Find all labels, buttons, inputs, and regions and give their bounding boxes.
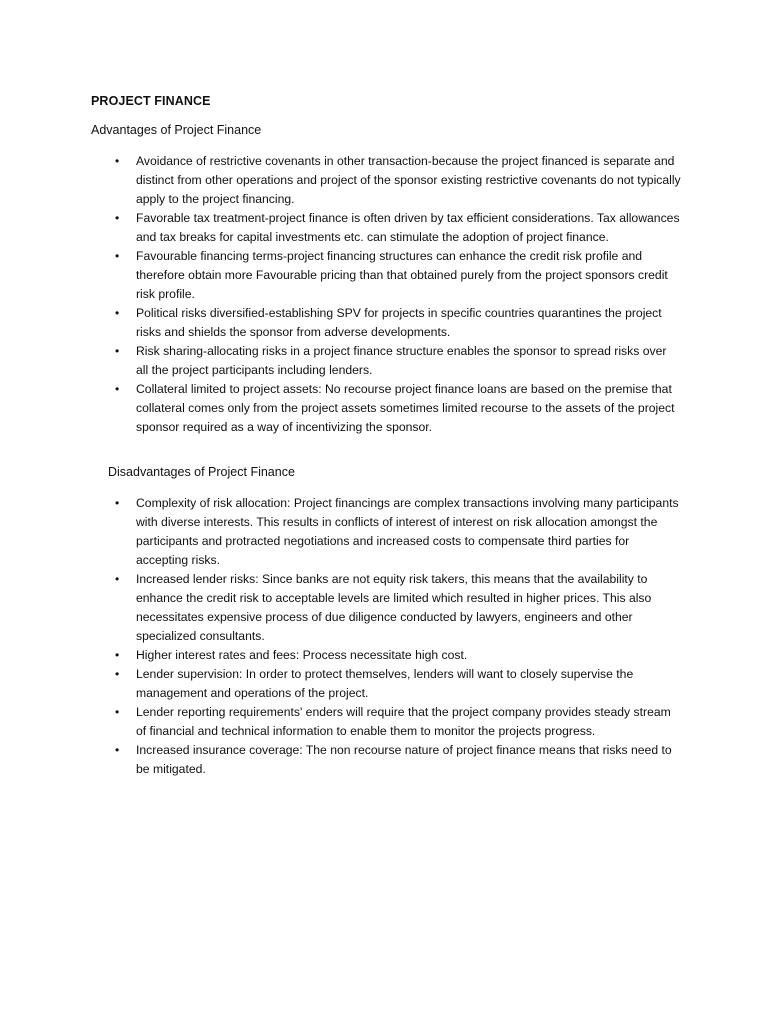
disadvantage-item xyxy=(0,665,681,703)
bullet-icon: • xyxy=(115,306,120,320)
disadvantage-text: Lender reporting requirements' enders will require that the project company provides steady stream of financial and technical information to enable them to monitor the projects progress. xyxy=(136,705,671,738)
disadvantage-text: Increased lender risks: Since banks are not equity risk takers, this means that the availability to enhance the credit risk to acceptable levels are limited which resulted in higher prices. This also necessitates expensive process of due diligence conducted by lawyers, engineers and other specialized consultants. xyxy=(136,572,652,643)
advantage-item xyxy=(0,380,681,437)
advantage-text: Favorable tax treatment-project finance is often driven by tax efficient considerations. Tax allowances and tax breaks for capital investments etc. can stimulate the adoption of project finance. xyxy=(136,211,680,244)
advantage-item xyxy=(0,304,681,342)
disadvantage-text: Higher interest rates and fees: Process necessitate high cost. xyxy=(136,648,468,662)
bullet-icon: • xyxy=(115,154,120,168)
advantage-text: Risk sharing-allocating risks in a project finance structure enables the sponsor to spread risks over all the project participants including lenders. xyxy=(136,344,667,377)
disadvantage-text: Lender supervision: In order to protect themselves, lenders will want to closely supervise the management and operations of the project. xyxy=(136,667,634,700)
bullet-icon: • xyxy=(115,667,120,681)
document-title: PROJECT FINANCE xyxy=(91,94,211,108)
disadvantage-item xyxy=(0,741,681,779)
disadvantage-text: Increased insurance coverage: The non recourse nature of project finance means that risks need to be mitigated. xyxy=(136,743,672,776)
advantages-heading: Advantages of Project Finance xyxy=(91,123,262,137)
disadvantages-list xyxy=(0,494,768,779)
bullet-icon: • xyxy=(115,211,120,225)
disadvantage-item xyxy=(0,646,681,665)
disadvantage-item xyxy=(0,703,681,741)
disadvantage-item xyxy=(0,494,681,570)
bullet-icon: • xyxy=(115,249,120,263)
advantages-list xyxy=(0,152,768,437)
advantage-text: Avoidance of restrictive covenants in other transaction-because the project financed is separate and distinct from other operations and project of the sponsor existing restrictive covenants do not typically apply to the project financing. xyxy=(136,154,681,206)
advantage-item xyxy=(0,247,681,304)
disadvantage-item xyxy=(0,570,681,646)
advantage-text: Political risks diversified-establishing SPV for projects in specific countries quarantines the project risks and shields the sponsor from adverse developments. xyxy=(136,306,662,339)
bullet-icon: • xyxy=(115,572,120,586)
advantage-text: Favourable financing terms-project financing structures can enhance the credit risk profile and therefore obtain more Favourable pricing than that obtained purely from the project sponsors credit risk profile. xyxy=(136,249,668,301)
advantage-text: Collateral limited to project assets: No recourse project finance loans are based on the premise that collateral comes only from the project assets sometimes limited recourse to the assets of the project sponsor required as a way of incentivizing the sponsor. xyxy=(136,382,675,434)
bullet-icon: • xyxy=(115,743,120,757)
bullet-icon: • xyxy=(115,344,120,358)
advantage-item xyxy=(0,152,681,209)
bullet-icon: • xyxy=(115,496,120,510)
disadvantages-heading: Disadvantages of Project Finance xyxy=(108,465,295,479)
bullet-icon: • xyxy=(115,648,120,662)
bullet-icon: • xyxy=(115,705,120,719)
advantage-item xyxy=(0,342,681,380)
advantage-item xyxy=(0,209,681,247)
disadvantage-text: Complexity of risk allocation: Project financings are complex transactions involving many participants with diverse interests. This results in conflicts of interest of interest on risk allocation amongst the participants and protracted negotiations and increased costs to compensate third parties for accepting risks. xyxy=(136,496,679,567)
bullet-icon: • xyxy=(115,382,120,396)
